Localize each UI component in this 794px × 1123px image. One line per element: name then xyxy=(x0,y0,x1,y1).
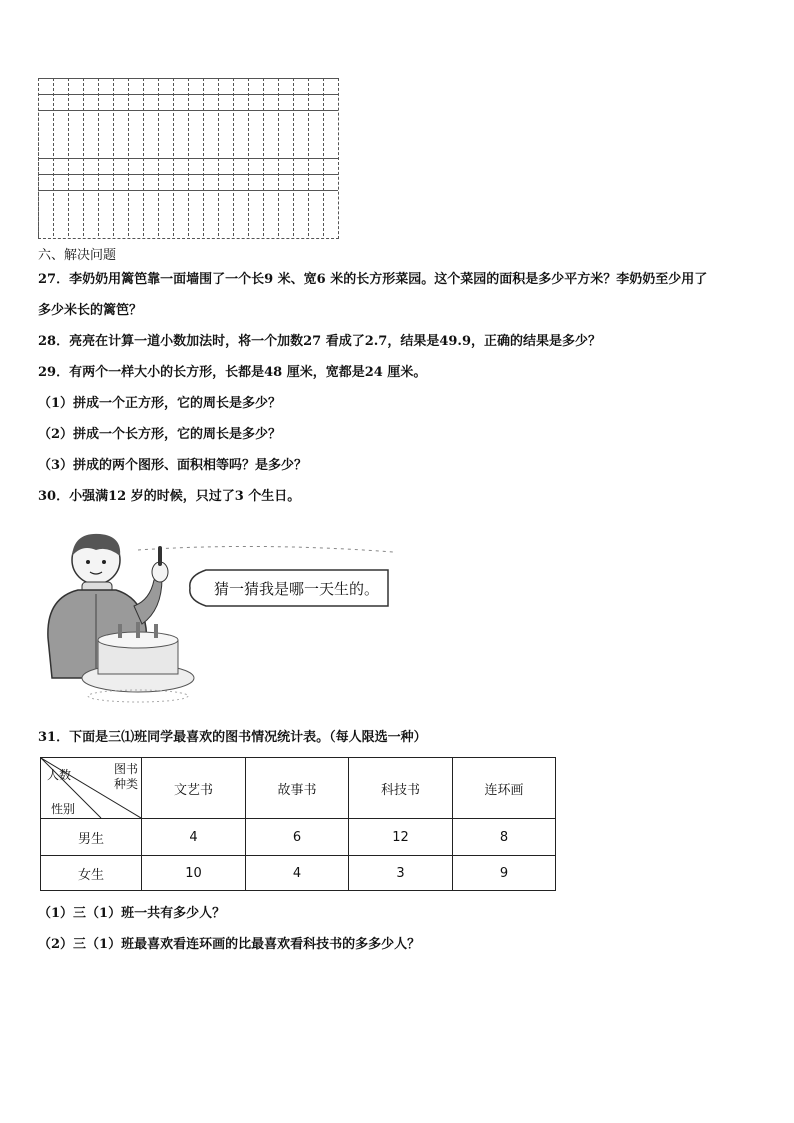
q29-stem: 29．有两个一样大小的长方形，长都是48 厘米，宽都是24 厘米。 xyxy=(38,365,427,380)
table-row xyxy=(41,856,556,891)
q27-line2: 多少米长的篱笆？ xyxy=(38,303,143,318)
corner-label-people: 人数 xyxy=(47,768,72,782)
boy-illustration xyxy=(38,528,398,710)
q29-sub2: （2）拼成一个长方形，它的周长是多少？ xyxy=(38,427,282,442)
table-cell: 3 xyxy=(349,856,453,891)
table-corner-cell xyxy=(41,758,142,819)
table-header-row xyxy=(41,758,556,819)
table-cell: 6 xyxy=(246,819,349,856)
table-cell: 4 xyxy=(142,819,246,856)
table-cell: 10 xyxy=(142,856,246,891)
answer-grid-border xyxy=(38,78,339,239)
q29-sub1: （1）拼成一个正方形，它的周长是多少？ xyxy=(38,396,282,411)
q28-text: 28．亮亮在计算一道小数加法时，将一个加数27 看成了2.7，结果是49.9，正确的结果是多少？ xyxy=(38,334,601,349)
speech-text: 猜一猜我是哪一天生的。 xyxy=(214,580,380,598)
corner-label-gender: 性别 xyxy=(51,802,76,816)
corner-label-kind: 种类 xyxy=(113,777,138,791)
q30-stem: 30．小强满12 岁的时候，只过了3 个生日。 xyxy=(38,489,301,504)
row-label: 女生 xyxy=(41,856,142,891)
q31-sub1: （1）三（1）班一共有多少人？ xyxy=(38,906,226,921)
q31-sub2: （2）三（1）班最喜欢看连环画的比最喜欢看科技书的多多少人？ xyxy=(38,937,421,952)
table-cell: 9 xyxy=(453,856,556,891)
book-stats-table xyxy=(40,757,556,891)
col-header: 连环画 xyxy=(453,758,556,819)
corner-label-book: 图书 xyxy=(113,762,138,776)
section-title: 六、解决问题 xyxy=(38,248,117,263)
q29-sub3: （3）拼成的两个图形、面积相等吗？是多少？ xyxy=(38,458,308,473)
table-row xyxy=(41,819,556,856)
table-cell: 4 xyxy=(246,856,349,891)
col-header: 科技书 xyxy=(349,758,453,819)
row-label: 男生 xyxy=(41,819,142,856)
col-header: 故事书 xyxy=(246,758,349,819)
q31-stem: 31．下面是三⑴班同学最喜欢的图书情况统计表。（每人限选一种） xyxy=(38,730,427,745)
col-header: 文艺书 xyxy=(142,758,246,819)
table-cell: 8 xyxy=(453,819,556,856)
table-cell: 12 xyxy=(349,819,453,856)
q27-line1: 27．李奶奶用篱笆靠一面墙围了一个长9 米、宽6 米的长方形菜园。这个菜园的面积是多少平方米？李奶奶至少用了 xyxy=(38,272,708,287)
